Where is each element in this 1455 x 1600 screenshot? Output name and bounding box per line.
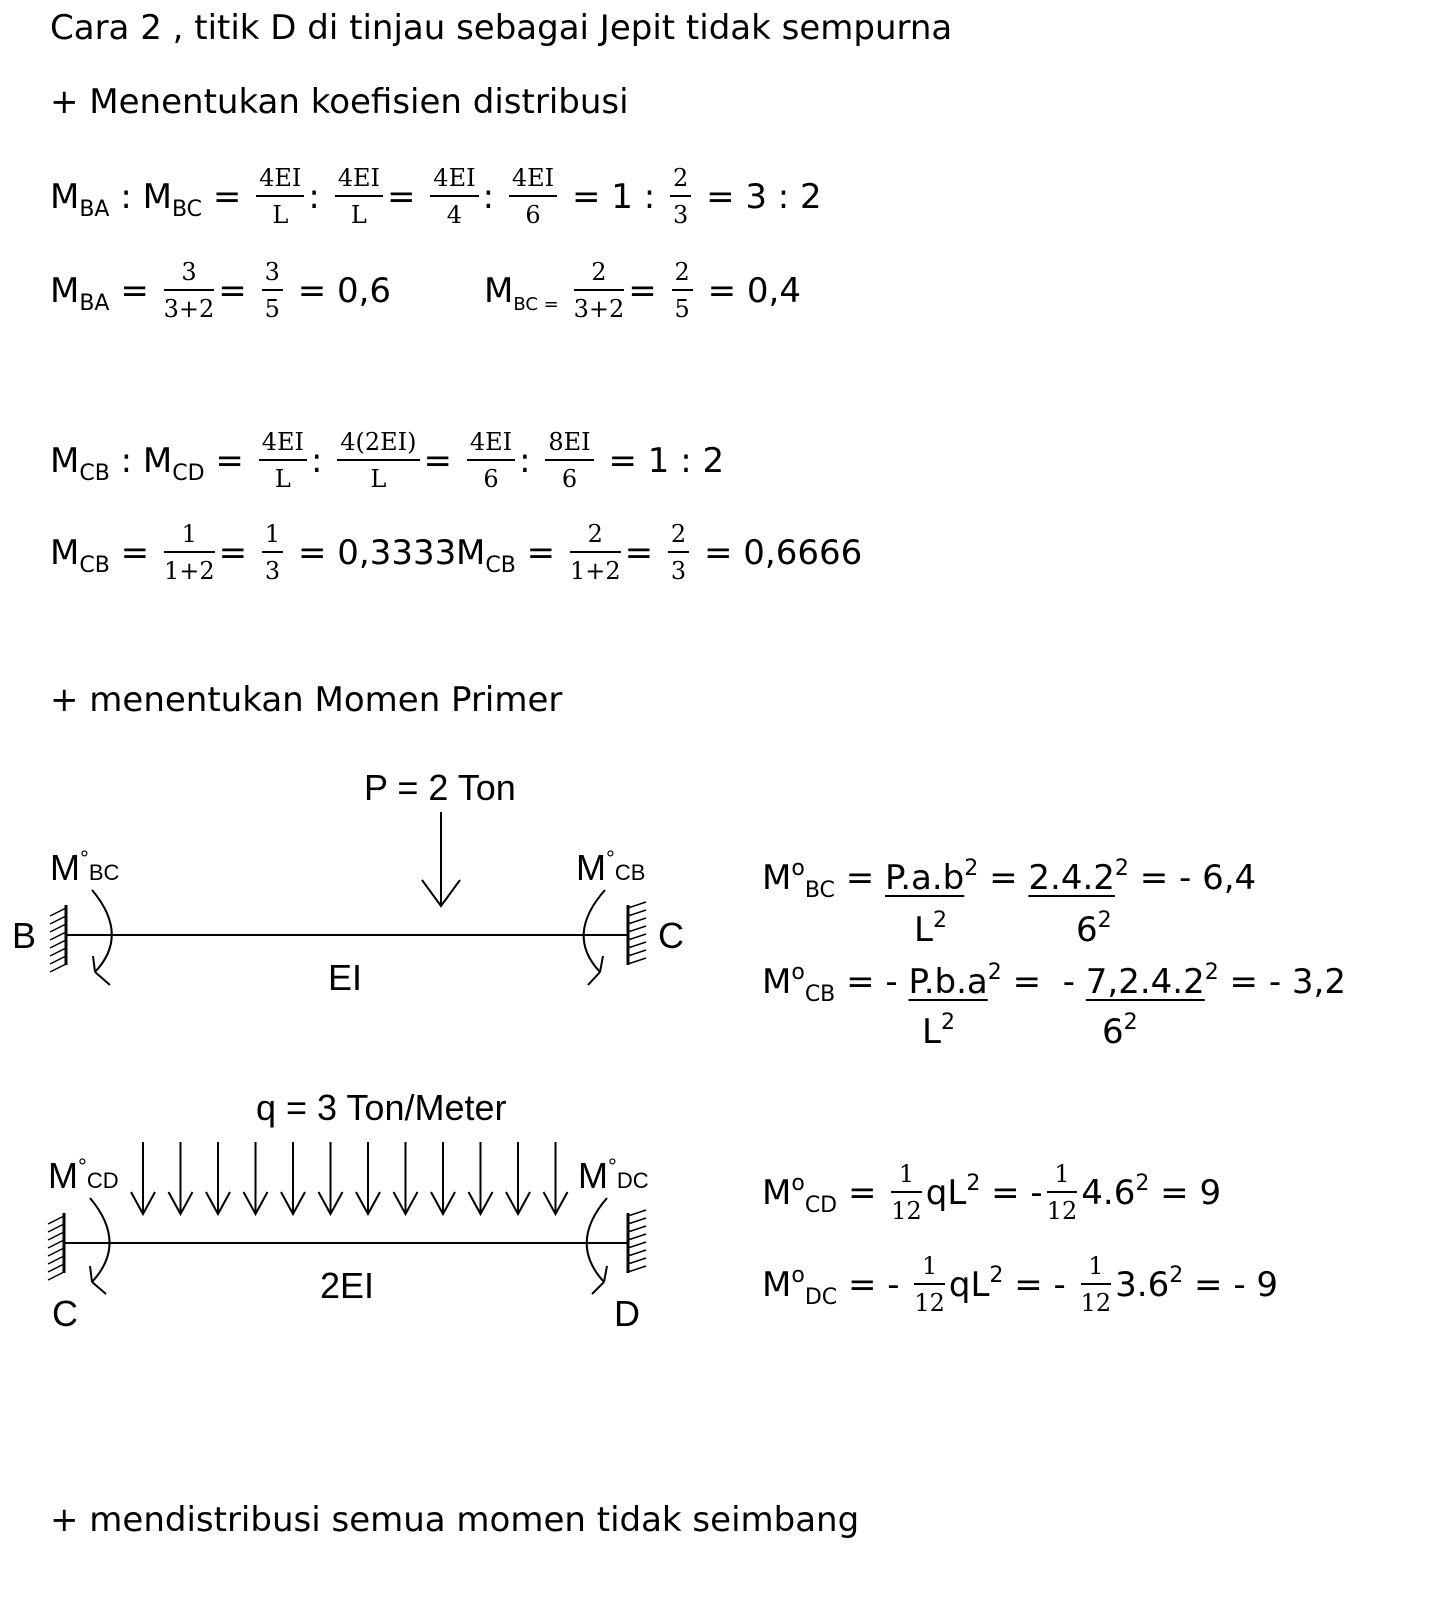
moment-arc-dc: [587, 1198, 607, 1282]
fraction: $\frac{4EI}{4}$: [430, 164, 478, 229]
stiffness-2ei: 2EI: [320, 1265, 375, 1306]
fraction: $\frac{2}{3}$: [670, 164, 691, 229]
coef-cb: $M_{CB}$ = $\frac{1}{1+2}$ = $\frac{1}{3}$ = 0,3333: [50, 520, 457, 585]
fraction: $\frac{4EI}{L}$: [256, 164, 304, 229]
fem-cb-den1: $L^2$: [922, 1010, 955, 1052]
hatch-b: [50, 908, 66, 972]
fraction: $\frac{1}{1+2}$: [163, 520, 215, 585]
fem-cd: $M^o_{CD}$ = $\frac{1}{12}$ $qL^2$ = - $\frac{1}{12}$ $4.6^2 = 9$: [762, 1160, 1222, 1225]
fraction: $\frac{4EI}{L}$: [335, 164, 383, 229]
distributed-load-arrows: [131, 1142, 568, 1214]
fraction: $\frac{2}{3}$: [668, 520, 689, 585]
node-c-2: C: [52, 1293, 78, 1334]
fraction: $\frac{2}{1+2}$: [569, 520, 621, 585]
distributed-load-label: q = 3 Ton/Meter: [256, 1087, 507, 1128]
fraction: $\frac{4EI}{L}$: [259, 428, 307, 493]
node-b: B: [12, 915, 37, 956]
ratio-cb-cd: $M_{CB}$ : $M_{CD}$ = $\frac{4EI}{L}$ : $\frac{4(2EI)}{L}$ = $\frac{4EI}{6}$ : $\frac{8EI}{6}$ = 1 : 2: [50, 428, 725, 493]
ratio-ba-bc: $M_{BA}$ : $M_{BC}$ = $\frac{4EI}{L}$ : $\frac{4EI}{L}$ = $\frac{4EI}{4}$ : $\frac{4EI}{6}$ = 1 : $\frac{2}{3}$ = 3 : 2: [50, 164, 822, 229]
fem-cb-den2: $6^2$: [1102, 1010, 1138, 1052]
fraction: $\frac{2}{3+2}$: [573, 258, 625, 323]
heading: Cara 2 , titik D di tinjau sebagai Jepit tidak sempurna: [50, 8, 953, 48]
moment-label-cb: M°CB: [576, 846, 646, 888]
fraction: $\frac{4EI}{6}$: [509, 164, 557, 229]
fraction: $\frac{3}{3+2}$: [163, 258, 215, 323]
point-load-label: P = 2 Ton: [364, 767, 516, 808]
fem-bc-den2: $6^2$: [1076, 908, 1112, 950]
fraction: $\frac{1}{3}$: [262, 520, 283, 585]
hatch-d: [628, 1210, 646, 1272]
node-c: C: [658, 915, 684, 956]
stiffness-ei: EI: [328, 957, 363, 998]
moment-arrow-bc: [93, 956, 110, 985]
moment-label-dc: M°DC: [578, 1154, 649, 1196]
moment-label-cd: M°CD: [48, 1154, 119, 1196]
fraction: $\frac{2}{5}$: [672, 258, 693, 323]
fraction: $\frac{4(2EI)}{L}$: [337, 428, 419, 493]
fraction: $\frac{1}{12}$: [891, 1160, 922, 1225]
coef-cd: $M_{CB}$ = $\frac{2}{1+2}$ = $\frac{2}{3}$ = 0,6666: [456, 520, 863, 585]
coef-bc: $M_{BC =}$ $\frac{2}{3+2}$ = $\frac{2}{5}$ = 0,4: [484, 258, 801, 323]
moment-arc-cd: [90, 1198, 110, 1282]
fraction: $\frac{3}{5}$: [262, 258, 283, 323]
moment-arrow-cd: [90, 1266, 106, 1294]
fraction: $\frac{1}{12}$: [914, 1252, 945, 1317]
fraction: $\frac{1}{12}$: [1080, 1252, 1112, 1317]
section-koefisien-distribusi: + Menentukan koefisien distribusi: [50, 82, 629, 122]
fem-bc: $M^o_{BC} = P.a.b^2 = 2.4.2^2$ = - 6,4: [762, 856, 1257, 903]
moment-label-bc: M°BC: [50, 846, 120, 888]
coef-ba: $M_{BA}$ = $\frac{3}{3+2}$ = $\frac{3}{5}$ = 0,6: [50, 258, 392, 323]
fem-dc: $M^o_{DC}$ = - $\frac{1}{12}$ $qL^2$ = - $\frac{1}{12}$ $3.6^2$ = - 9: [762, 1252, 1279, 1317]
fraction: $\frac{8EI}{6}$: [545, 428, 593, 493]
fem-cb: $M^o_{CB}$ = - $P.b.a^2$ = - 7,2.4.2$^2$ = - 3,2: [762, 960, 1346, 1007]
hatch-c2: [48, 1216, 64, 1280]
section-momen-primer: + menentukan Momen Primer: [50, 680, 563, 720]
fraction: $\frac{4EI}{6}$: [467, 428, 515, 493]
fem-bc-den1: $L^2$: [914, 908, 947, 950]
node-d: D: [614, 1293, 640, 1334]
fraction: $\frac{1}{12}$: [1046, 1160, 1078, 1225]
section-distribusi: + mendistribusi semua momen tidak seimbang: [50, 1500, 860, 1540]
moment-arc-bc: [92, 890, 112, 972]
hatch-c: [628, 902, 646, 964]
